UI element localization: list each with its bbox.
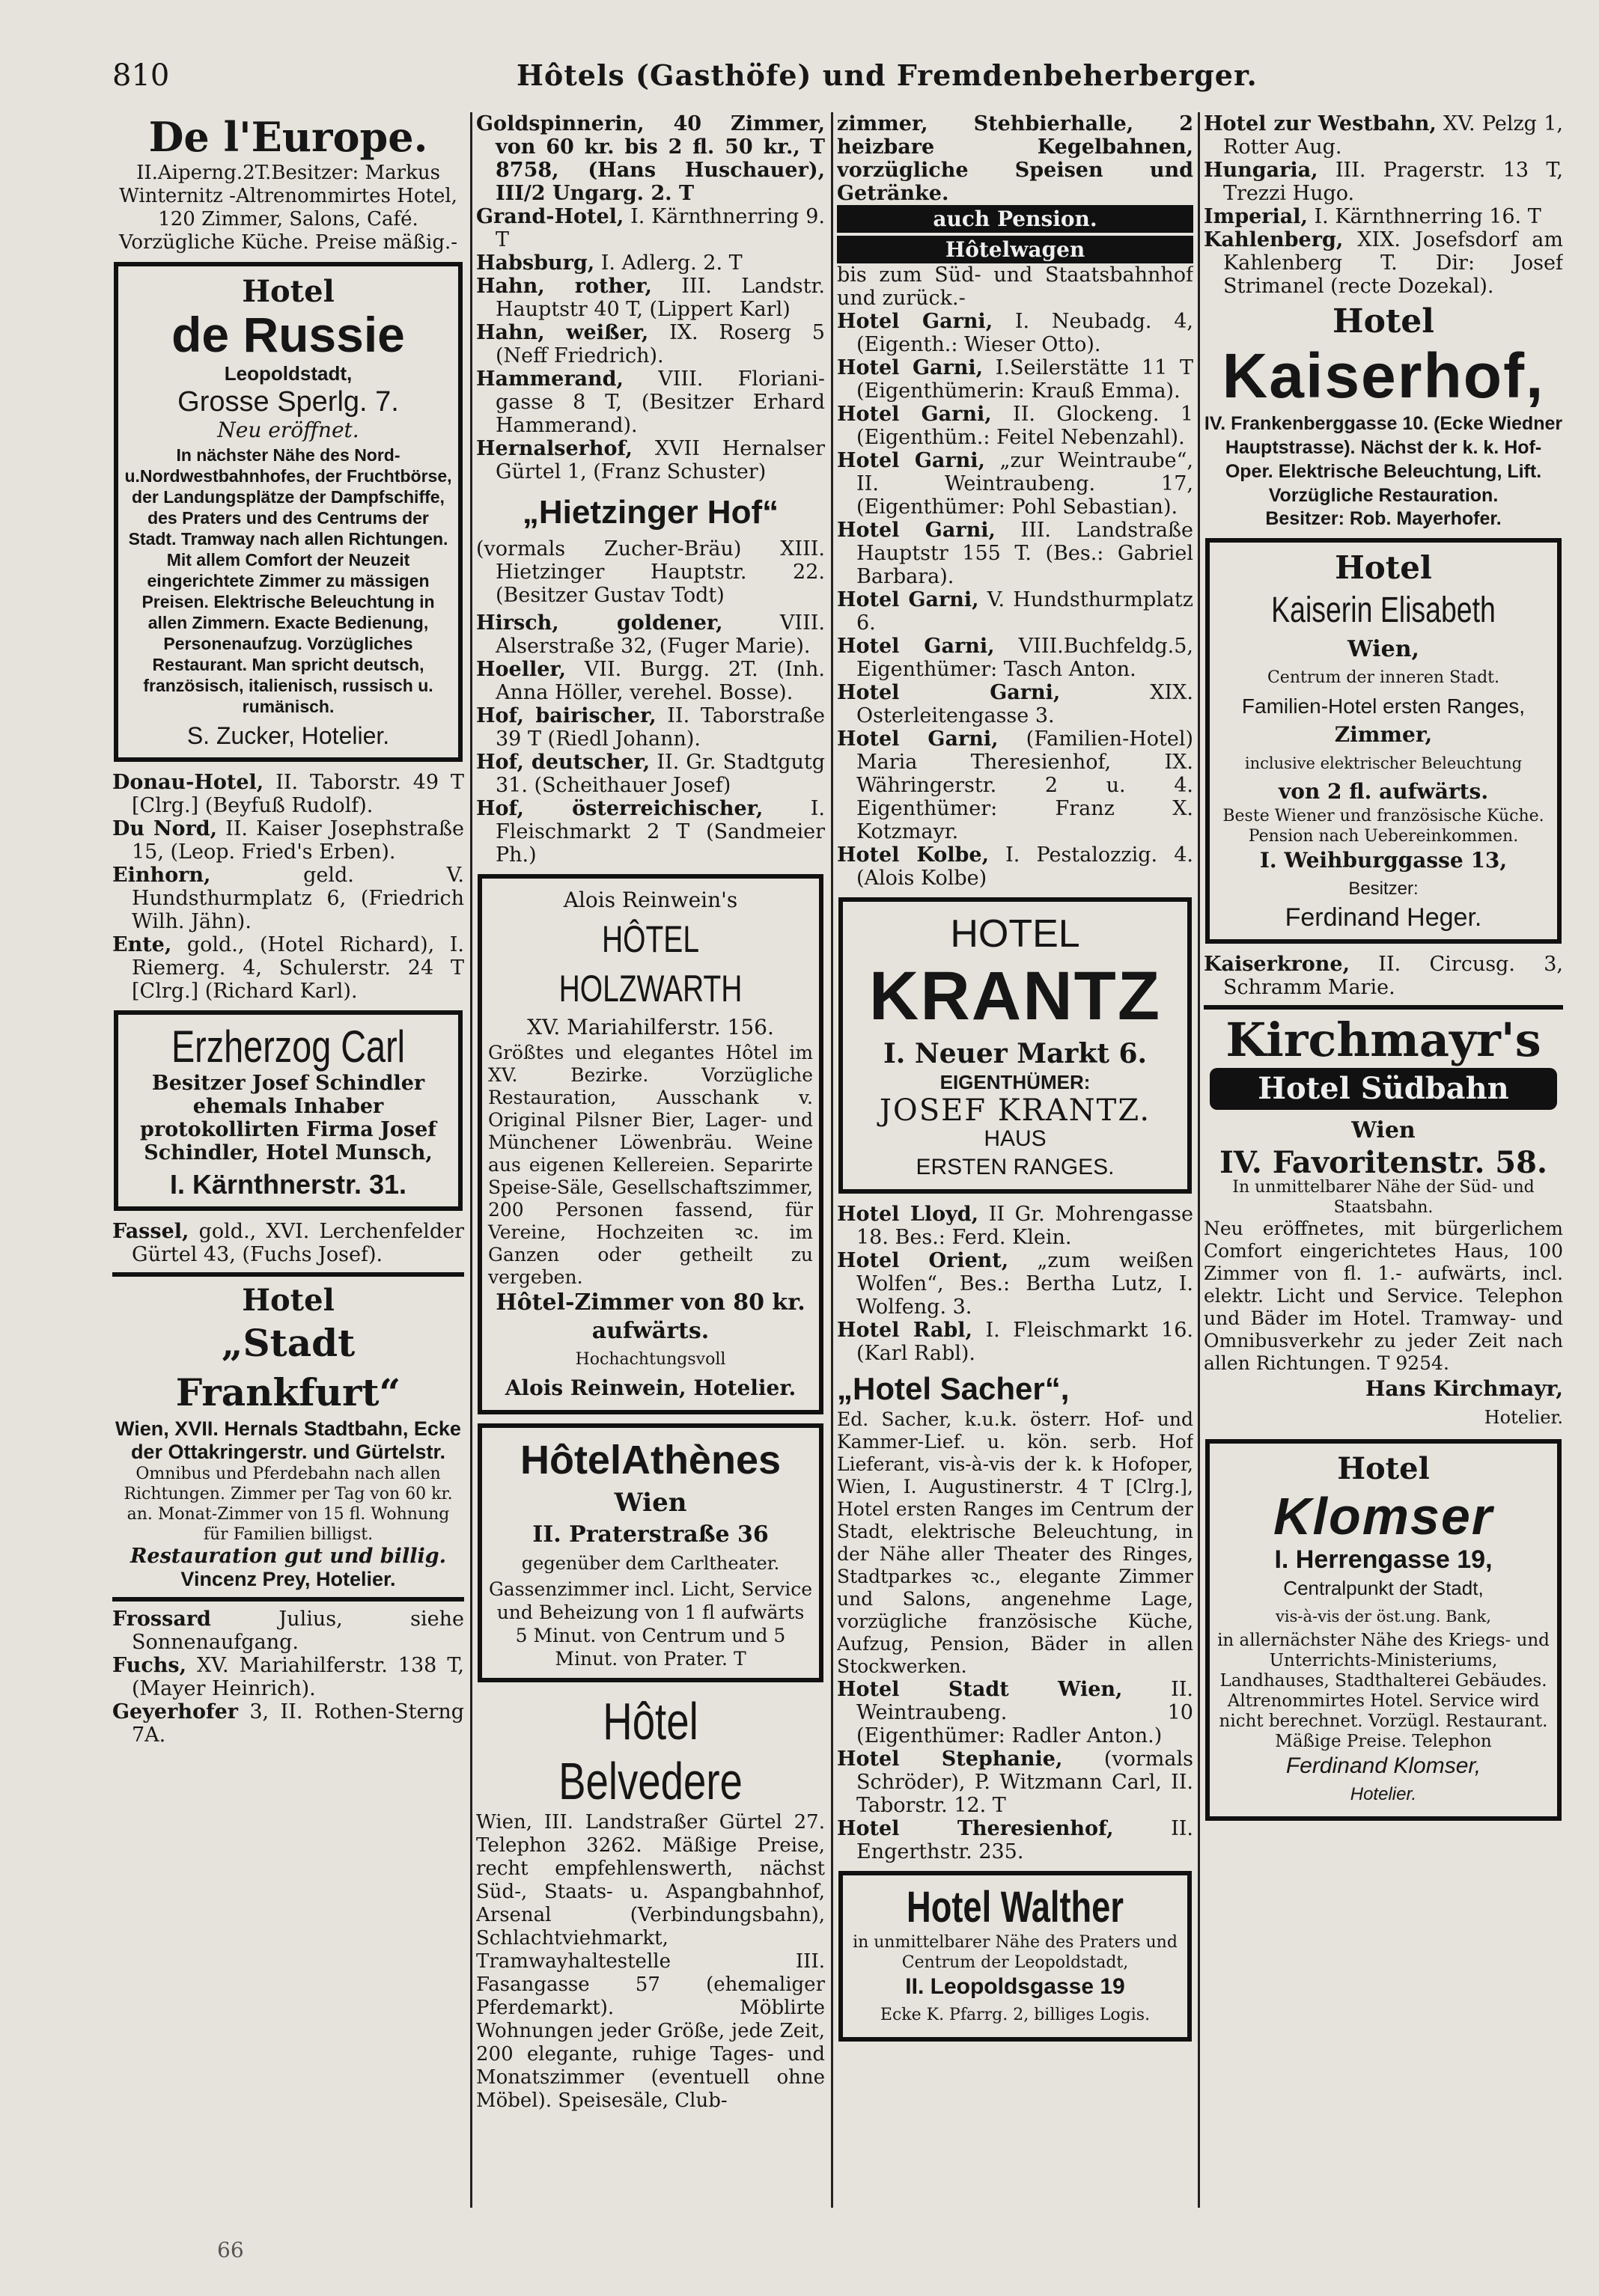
ad-price: von 2 fl. aufwärts. bbox=[1278, 779, 1489, 804]
list-item: Hotel Garni, V. Hundsthurmplatz 6. bbox=[837, 588, 1193, 635]
page-header bbox=[112, 58, 1520, 103]
ad-title: „Hietzinger Hof“ bbox=[522, 494, 779, 531]
ad-title: HÔTEL HOLZWARTH bbox=[558, 918, 743, 1010]
list-item: Hotel Kolbe, I. Pestalozzig. 4. (Alois Kolbe) bbox=[837, 843, 1193, 890]
list-item: Hotel Garni, I.Seilerstätte 11 T (Eigenthümerin: Krauß Emma). bbox=[837, 356, 1193, 403]
list-item: Hof, bairischer, II. Taborstraße 39 T (Riedl Johann). bbox=[476, 704, 825, 751]
ad-owner: Ferdinand Heger. bbox=[1285, 903, 1482, 932]
list-item: Hotel Garni, „zur Weintraube“, II. Weintraubeng. 17, (Eigenthümer: Pohl Sebastian). bbox=[837, 449, 1193, 519]
ad-address: XV. Mariahilferstr. 156. bbox=[527, 1015, 774, 1039]
ad-hotel-krantz bbox=[838, 897, 1192, 1194]
ad-owner-label: Besitzer: bbox=[1348, 879, 1419, 899]
ad-title: Kaiserin Elisabeth bbox=[1271, 590, 1496, 630]
ad-body: Ed. Sacher, k.u.k. österr. Hof- und Kammer-Lief. u. kön. serb. Hof Lieferant, vis-à-vis der k. k Hofoper, Wien, I. Augustinerstr. 4 T [Clrg.], Hotel ersten Ranges im Centrum der Stadt, elektrische Beleuchtung, in der Nähe aller Theater des Ringes, Stadtparkes ꝛc., elegante Zimmer und Salons, angenehme Lage, vorzügliche französische Küche, Aufzug, Pension, Bäder in allen Stockwerken. bbox=[837, 1408, 1193, 1677]
list-item: Hotel zur Westbahn, XV. Pelzg 1, Rotter Aug. bbox=[1204, 112, 1563, 159]
list-item: Hotel Garni, (Familien-Hotel) Maria Theresienhof, IX. Währingerstr. 2 u. 4. Eigenthümer: Franz X. Kotzmayr. bbox=[837, 727, 1193, 843]
ad-role: Hotelier. bbox=[1350, 1784, 1417, 1804]
list-item: Hahn, rother, III. Landstr. Hauptstr 40 T, (Lippert Karl) bbox=[476, 275, 825, 321]
ad-body: Größtes und elegantes Hôtel im XV. Bezirke. Vorzügliche Restauration, Ausschank v. Original Pilsner Bier, Lager- und Münchener Löwenbräu. Weine aus eigenen Kellereien. Separirte Speise-Säle, Gesellschaftszimmer, 200 Personen fassend, für Vereine, Hochzeiten ꝛc. im Ganzen oder getheilt zu vergeben. bbox=[488, 1042, 813, 1288]
list-item: Habsburg, I. Adlerg. 2. T bbox=[476, 251, 743, 275]
ad-owner: JOSEF KRANTZ. bbox=[879, 1093, 1151, 1128]
ad-hotel-label: Hotel bbox=[1335, 549, 1432, 586]
list-item: Donau-Hotel, II. Taborstr. 49 T [Clrg.] (Beyfuß Rudolf). bbox=[112, 771, 464, 817]
list-item: Hotel Rabl, I. Fleischmarkt 16. (Karl Rabl). bbox=[837, 1319, 1193, 1365]
ad-street: II. Praterstraße 36 bbox=[532, 1521, 769, 1548]
list-item: Hernalserhof, XVII Hernalser Gürtel 1, (Franz Schuster) bbox=[476, 437, 825, 483]
column-1 bbox=[112, 112, 464, 2230]
list-item: Goldspinnerin, 40 Zimmer, von 60 kr. bis 2 fl. 50 kr., T 8758, (Hans Huschauer), III/2 Ungarg. 2. T bbox=[476, 112, 825, 205]
list-item: Hoeller, VII. Burgg. 2T. (Inh. Anna Höller, verehel. Bosse). bbox=[476, 658, 825, 704]
ad-title: „Stadt Frankfurt“ bbox=[175, 1321, 401, 1414]
ad-body: Neu eröffnetes, mit bürgerlichem Comfort eingerichtetes Haus, 100 Zimmer von fl. 1.- aufwärts, incl. elektr. Licht und Service. Telephon und Bäder im Hotel. Tramway- und Omnibusverkehr zu jeder Zeit nach allen Richtungen. T 9254. bbox=[1204, 1218, 1563, 1374]
ad-centre: Centrum der inneren Stadt. bbox=[1267, 668, 1500, 687]
page-mark: 66 bbox=[217, 2238, 244, 2262]
ad-hotel-sacher bbox=[837, 1370, 1193, 1678]
ad-vis-a-vis: vis-à-vis der öst.ung. Bank, bbox=[1276, 1607, 1491, 1625]
ad-body: Omnibus und Pferdebahn nach allen Richtungen. Zimmer per Tag von 60 kr. an. Monat-Zimmer von 15 fl. Wohnung für Familien billigst. bbox=[124, 1465, 453, 1544]
list-item: Hotel Orient, „zum weißen Wolfen“, Bes.: Bertha Lutz, I. Wolfeng. 3. bbox=[837, 1249, 1193, 1319]
ad-owner: Vincenz Prey, Hotelier. bbox=[180, 1568, 396, 1590]
ad-owner: Hans Kirchmayr, bbox=[1365, 1376, 1563, 1401]
ad-hotel-walther bbox=[838, 1871, 1192, 2042]
ad-category: Familien-Hotel ersten Ranges, bbox=[1241, 694, 1526, 718]
ad-bar: Hotel Südbahn bbox=[1210, 1068, 1557, 1110]
ad-hotel-label: HOTEL bbox=[950, 912, 1080, 956]
list-item: Frossard Julius, siehe Sonnenaufgang. bbox=[112, 1607, 464, 1654]
ad-body: (vormals Zucher-Bräu) XIII. Hietzinger Hauptstr. 22. (Besitzer Gustav Todt) bbox=[476, 537, 825, 607]
ad-rooms: Hôtel-Zimmer von 80 kr. aufwärts. bbox=[496, 1289, 805, 1344]
list-item: Kaiserkrone, II. Circusg. 3, Schramm Marie. bbox=[1204, 953, 1563, 999]
ad-greeting: Hochachtungsvoll bbox=[575, 1350, 726, 1369]
ad-hotel-holzwarth bbox=[478, 874, 823, 1414]
list-item: Kahlenberg, XIX. Josefsdorf am Kahlenberg T. Dir: Josef Strimanel (recte Dozekal). bbox=[1204, 228, 1563, 298]
divider bbox=[112, 1597, 464, 1602]
list-item: Geyerhofer 3, II. Rothen-Sterng 7A. bbox=[112, 1700, 464, 1747]
column-2 bbox=[476, 112, 825, 2230]
column-4 bbox=[1204, 112, 1563, 2230]
ad-body: Besitzer Josef Schindler ehemals Inhaber protokollirten Firma Josef Schindler, Hotel Munsch, bbox=[140, 1072, 436, 1164]
list-item: Hotel Stadt Wien, II. Weintraubeng. 10 (Eigenthümer: Radler Anton.) bbox=[837, 1678, 1193, 1747]
ad-hotel-label: Hotel bbox=[1337, 1451, 1430, 1486]
ad-street: II. Leopoldsgasse 19 bbox=[905, 1974, 1125, 1999]
ad-street: Grosse Sperlg. 7. bbox=[177, 386, 399, 418]
list-item: Hotel Lloyd, II Gr. Mohrengasse 18. Bes.: Ferd. Klein. bbox=[837, 1203, 1193, 1249]
ad-hotel-athenes bbox=[478, 1423, 823, 1682]
ad-rank: ERSTEN RANGES. bbox=[916, 1155, 1115, 1179]
ad-central: Centralpunkt der Stadt, bbox=[1283, 1577, 1484, 1599]
ad-title: Erzherzog Carl bbox=[171, 1022, 406, 1072]
ad-city: Wien bbox=[1351, 1117, 1416, 1144]
ad-hotel-label: Hotel bbox=[242, 1283, 335, 1318]
ad-title: KRANTZ bbox=[868, 958, 1162, 1034]
ad-owner: S. Zucker, Hotelier. bbox=[186, 722, 390, 749]
list-item: Imperial, I. Kärnthnerring 16. T bbox=[1204, 205, 1541, 228]
divider bbox=[112, 1272, 464, 1277]
ad-pretitle: Alois Reinwein's bbox=[563, 888, 738, 912]
list-item: Hotel Garni, II. Glockeng. 1 (Eigenthüm.: Feitel Nebenzahl). bbox=[837, 403, 1193, 449]
ad-hotel-label: Hotel bbox=[242, 274, 335, 309]
ad-hotel-suedbahn bbox=[1204, 1013, 1563, 1432]
ad-near: gegenüber dem Carltheater. bbox=[521, 1553, 780, 1574]
ad-street: I. Kärnthnerstr. 31. bbox=[169, 1169, 407, 1200]
list-item: Hahn, weißer, IX. Roserg 5 (Neff Friedrich). bbox=[476, 321, 825, 367]
ad-tagline: Neu eröffnet. bbox=[217, 418, 359, 442]
ad-de-russie bbox=[114, 262, 463, 762]
list-item: Grand-Hotel, I. Kärnthnerring 9. T bbox=[476, 205, 825, 251]
list-item: Hotel Garni, XIX. Osterleitengasse 3. bbox=[837, 681, 1193, 727]
ad-district: Leopoldstadt, bbox=[224, 362, 353, 385]
ad-de-l-europe bbox=[112, 112, 464, 254]
list-item: Hotel Stephanie, (vormals Schröder), P. Witzmann Carl, II. Taborstr. 12. T bbox=[837, 1747, 1193, 1817]
list-item: Hirsch, goldener, VIII. Alserstraße 32, (Fuger Marie). bbox=[476, 611, 825, 658]
column-divider bbox=[470, 112, 472, 2208]
list-item: Hammerand, VIII. Floriani-gasse 8 T, (Besitzer Erhard Hammerand). bbox=[476, 367, 825, 437]
list-item: Ente, gold., (Hotel Richard), I. Riemerg. 4, Schulerstr. 24 T [Clrg.] (Richard Karl). bbox=[112, 933, 464, 1003]
ad-rooms: Zimmer, bbox=[1334, 722, 1433, 747]
divider bbox=[1204, 1005, 1563, 1010]
ad-kaiserin-elisabeth bbox=[1205, 538, 1562, 944]
ad-bar: auch Pension. bbox=[837, 205, 1193, 233]
ad-hotel-belvedere bbox=[476, 1691, 825, 2113]
column-divider bbox=[831, 112, 833, 2208]
list-item: Hotel Garni, I. Neubadg. 4, (Eigenth.: Wieser Otto). bbox=[837, 310, 1193, 356]
ad-body: in unmittelbarer Nähe des Praters und Centrum der Leopoldstadt, bbox=[853, 1933, 1178, 1972]
ad-street: IV. Favoritenstr. 58. bbox=[1219, 1145, 1547, 1180]
list-item: Hotel Garni, VIII.Buchfeldg.5, Eigenthümer: Tasch Anton. bbox=[837, 635, 1193, 681]
ad-title: Hotel Walther bbox=[907, 1883, 1124, 1932]
ad-title: Klomser bbox=[1273, 1487, 1494, 1545]
ad-hotel-klomser bbox=[1205, 1439, 1562, 1821]
continued-text: zimmer, Stehbierhalle, 2 heizbare Kegelbahnen, vorzügliche Speisen und Getränke. bbox=[837, 112, 1193, 205]
list-item: Hungaria, III. Pragerstr. 13 T, Trezzi Hugo. bbox=[1204, 159, 1563, 205]
ad-title: HôtelAthènes bbox=[520, 1438, 782, 1483]
ad-stadt-frankfurt bbox=[112, 1283, 464, 1591]
ad-title: de Russie bbox=[171, 307, 405, 362]
ad-lighting: inclusive elektrischer Beleuchtung bbox=[1244, 754, 1523, 772]
ad-body: bis zum Süd- und Staatsbahnhof und zurück.- bbox=[837, 263, 1193, 310]
ad-hotel-label: Hotel bbox=[1332, 302, 1434, 341]
list-item: Fuchs, XV. Mariahilferstr. 138 T, (Mayer Heinrich). bbox=[112, 1654, 464, 1700]
ad-body: Wien, III. Landstraßer Gürtel 27. Telephon 3262. Mäßige Preise, recht empfehlenswerth, nächst Süd-, Staats- u. Aspangbahnhof, Arsenal (Verbindungsbahn), Schlachtviehmarkt, Tramwayhaltestelle III. Fasangasse 57 (ehemaliger Pferdemarkt). Möblirte Wohnungen jeder Größe, jede Zeit, 200 elegante, ruhige Tages- und Monatszimmer (eventuell ohne Möbel). Speisesäle, Club- bbox=[476, 1811, 825, 2112]
ad-owner: Ferdinand Klomser, bbox=[1285, 1753, 1481, 1778]
ad-body: IV. Frankenberggasse 10. (Ecke Wiedner Hauptstrasse). Nächst der k. k. Hof-Oper. Elektrische Beleuchtung, Lift. Vorzügliche Restauration. bbox=[1204, 413, 1563, 506]
ad-hietzinger-hof bbox=[476, 488, 825, 607]
ad-body: Gassenzimmer incl. Licht, Service und Beheizung von 1 fl aufwärts 5 Minut. von Centrum und 5 Minut. von Prater. T bbox=[488, 1578, 813, 1670]
ad-owner: Besitzer: Rob. Mayerhofer. bbox=[1265, 508, 1502, 529]
list-item: Hof, österreichischer, I. Fleischmarkt 2 T (Sandmeier Ph.) bbox=[476, 797, 825, 867]
list-item: Fassel, gold., XVI. Lerchenfelder Gürtel 43, (Fuchs Josef). bbox=[112, 1220, 464, 1266]
ad-title: „Hotel Sacher“, bbox=[837, 1371, 1070, 1406]
column-3 bbox=[837, 112, 1193, 2230]
list-item: Hotel Theresienhof, II. Engerthstr. 235. bbox=[837, 1817, 1193, 1863]
list-item: Hof, deutscher, II. Gr. Stadtgutg 31. (Scheithauer Josef) bbox=[476, 751, 825, 797]
ad-near: In unmittelbarer Nähe der Süd- und Staatsbahn. bbox=[1232, 1178, 1535, 1217]
page-title: Hôtels (Gasthöfe) und Fremdenbeherberger. bbox=[517, 58, 1258, 92]
ad-footer: Ecke K. Pfarrg. 2, billiges Logis. bbox=[880, 2006, 1151, 2024]
ad-body: In nächster Nähe des Nord-u.Nordwestbahnhofes, der Fruchtbörse, der Landungsplätze der Dampfschiffe, des Praters und des Centrums der Stadt. Tramway nach allen Richtungen. Mit allem Comfort der Neuzeit eingerichtete Zimmer zu mässigen Preisen. Elektrische Beleuchtung in allen Zimmern. Exacte Bedienung, Personenaufzug. Vorzügliches Restaurant. Man spricht deutsch, französisch, italienisch, russisch u. rumänisch. bbox=[124, 445, 452, 716]
ad-haus: HAUS bbox=[984, 1126, 1047, 1151]
ad-hotel-kaiserhof bbox=[1204, 304, 1563, 531]
list-item: Hotel Garni, III. Landstraße Hauptstr 155 T. (Bes.: Gabriel Barbara). bbox=[837, 519, 1193, 588]
ad-bar: Hôtelwagen bbox=[837, 236, 1193, 263]
ad-tagline: Restauration gut und billig. bbox=[130, 1545, 446, 1568]
list-item: Einhorn, geld. V. Hundsthurmplatz 6, (Friedrich Wilh. Jähn). bbox=[112, 864, 464, 933]
ad-title: Kaiserhof, bbox=[1222, 341, 1545, 411]
ad-title: Kirchmayr's bbox=[1225, 1013, 1541, 1067]
ad-body: Beste Wiener und französische Küche. Pension nach Uebereinkommen. bbox=[1222, 807, 1544, 846]
page-number: 810 bbox=[112, 58, 170, 93]
column-divider bbox=[1198, 112, 1200, 2208]
ad-street: I. Weihburggasse 13, bbox=[1259, 848, 1508, 873]
ad-erzherzog-carl bbox=[114, 1010, 463, 1211]
ad-owner: Alois Reinwein, Hotelier. bbox=[505, 1376, 797, 1400]
ad-street: I. Herrengasse 19, bbox=[1274, 1545, 1493, 1574]
list-item: Du Nord, II. Kaiser Josephstraße 15, (Leop. Fried's Erben). bbox=[112, 817, 464, 864]
entries-d-e bbox=[112, 771, 464, 1003]
ad-owner-label: EIGENTHÜMER: bbox=[939, 1071, 1091, 1093]
ad-address: Wien, XVII. Hernals Stadtbahn, Ecke der Ottakringerstr. und Gürtelstr. bbox=[115, 1417, 461, 1463]
ad-body: in allernächster Nähe des Kriegs- und Unterrichts-Ministeriums, Landhauses, Stadthalterei Gebäudes. Altrenommirtes Hotel. Service wird nicht berechnet. Vorzügl. Restaurant. Mäßige Preise. Telephon bbox=[1217, 1631, 1550, 1751]
ad-body: II.Aiperng.2T.Besitzer: Markus Winternitz -Altrenommirtes Hotel, 120 Zimmer, Salons, Café. Vorzügliche Küche. Preise mäßig.- bbox=[118, 162, 458, 254]
ad-title: De l'Europe. bbox=[148, 113, 428, 161]
ad-title: Hôtel Belvedere bbox=[558, 1692, 743, 1810]
ad-city: Wien bbox=[614, 1488, 687, 1518]
ad-role: Hotelier. bbox=[1484, 1407, 1563, 1428]
ad-city: Wien, bbox=[1347, 636, 1419, 662]
ad-address: I. Neuer Markt 6. bbox=[883, 1038, 1148, 1069]
